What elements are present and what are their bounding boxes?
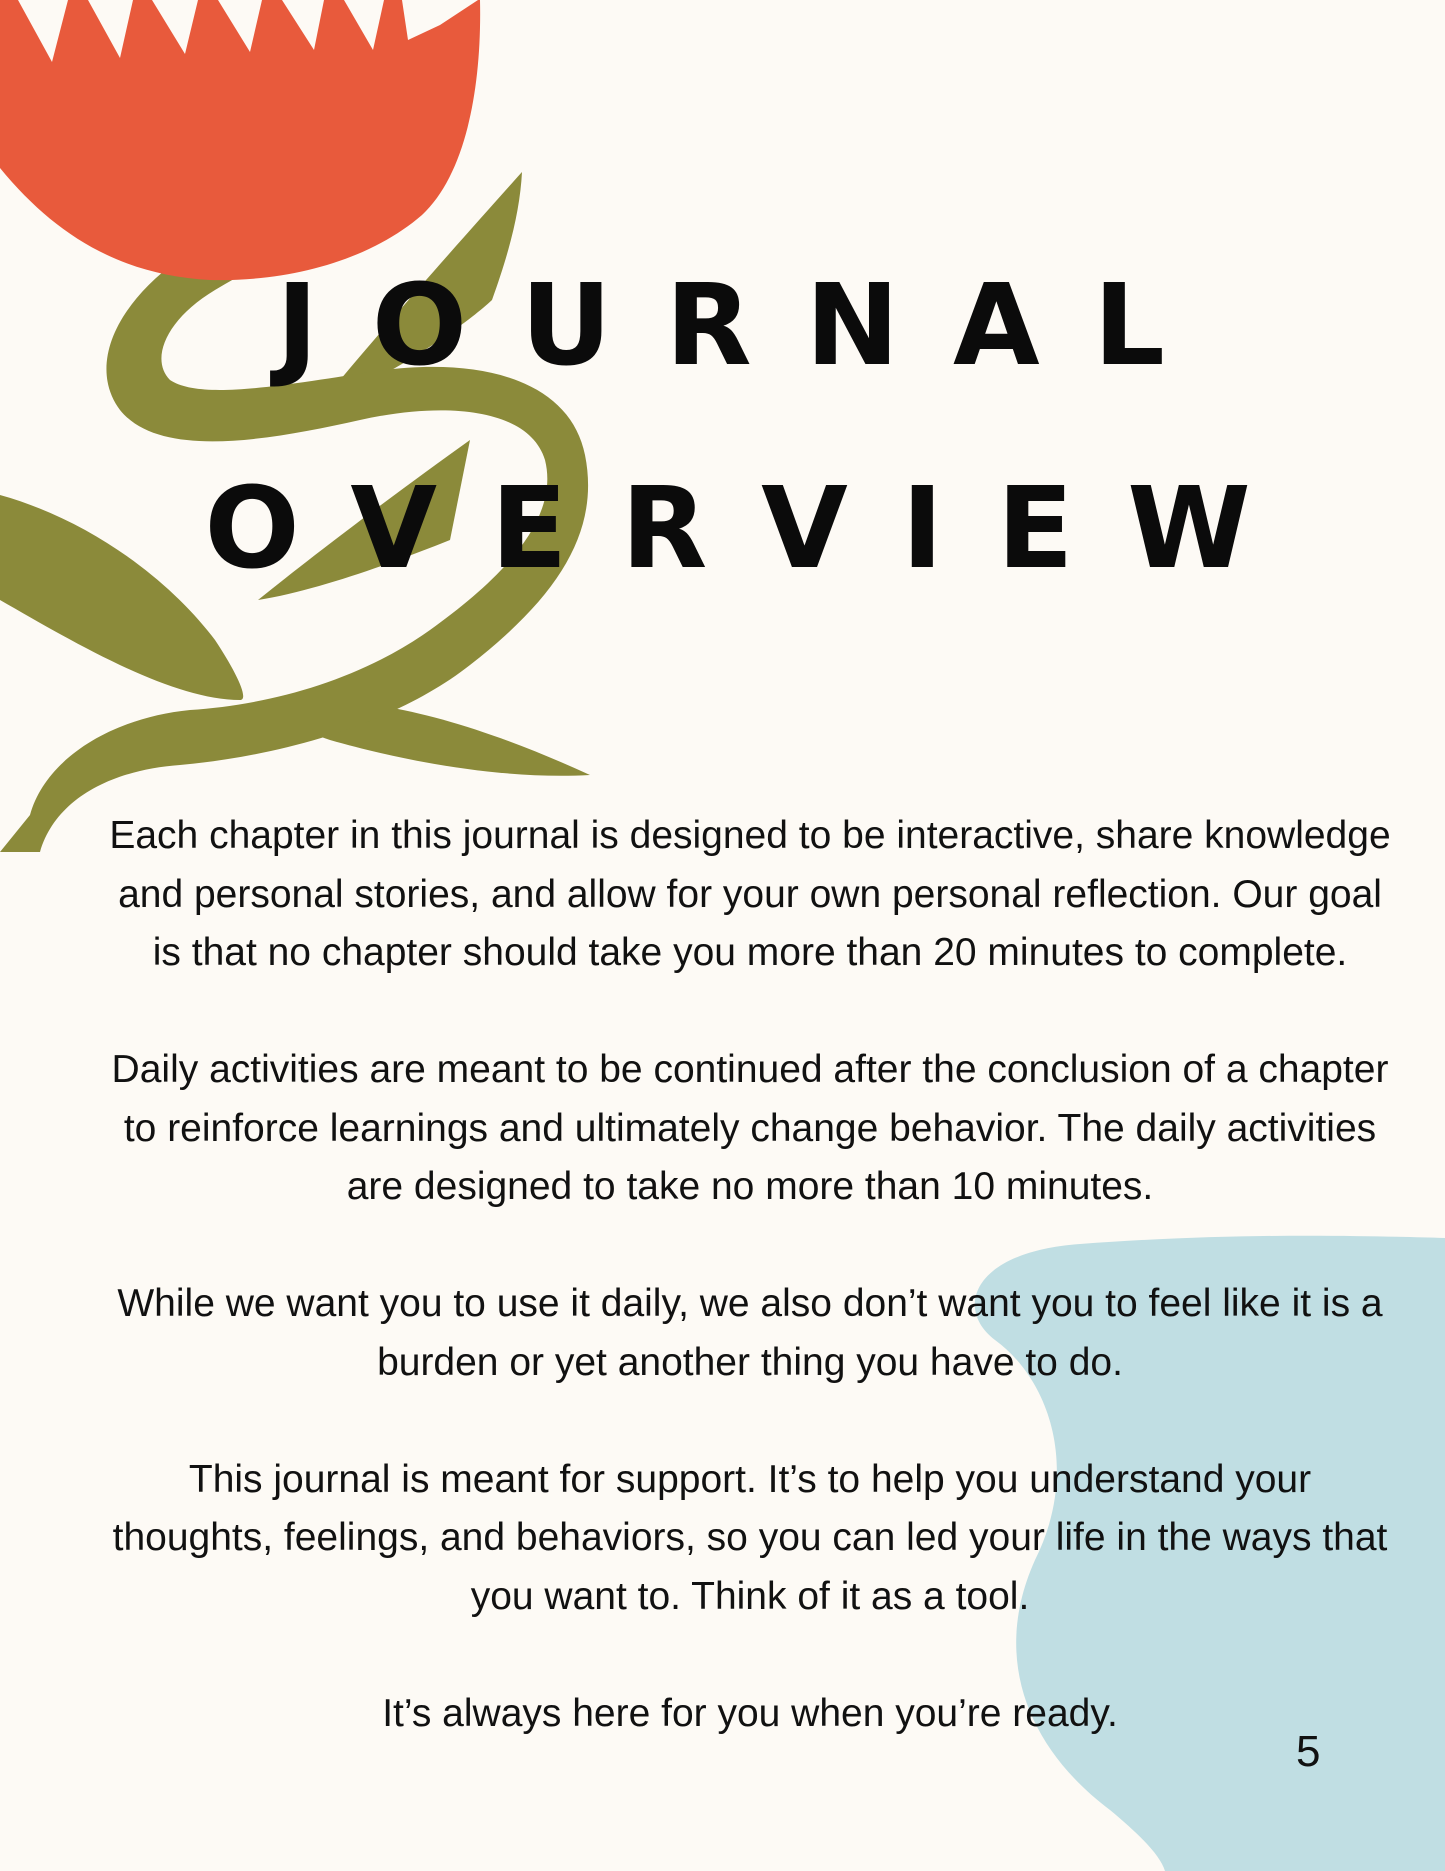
- paragraph-chapters: Each chapter in this journal is designed to be interactive, share knowledge and personal stories, and allow for your own personal reflection. Our goal is that no chapter should take you more than 20 minutes to complete.: [109, 814, 1391, 974]
- tulip-flower-icon: [0, 0, 480, 280]
- paragraph-daily-use: While we want you to use it daily, we also don’t want you to feel like it is a burden or yet another thing you have to do.: [117, 1282, 1383, 1384]
- paragraph-support: This journal is meant for support. It’s to help you understand your thoughts, feelings, and behaviors, so you can led your life in the ways that you want to. Think of it as a tool.: [112, 1457, 1388, 1618]
- paragraph-closing: It’s always here for you when you’re ready.: [382, 1691, 1118, 1735]
- page-title-line-1: JOURNAL: [276, 261, 1219, 391]
- overview-body: [105, 807, 1395, 1743]
- paragraph-daily-activities: Daily activities are meant to be continued after the conclusion of a chapter to reinforce learnings and ultimately change behavior. The daily activities are designed to take no more than 10 minutes.: [111, 1048, 1389, 1208]
- page-number: 5: [1296, 1727, 1321, 1776]
- page-title-line-2: OVERVIEW: [204, 464, 1305, 594]
